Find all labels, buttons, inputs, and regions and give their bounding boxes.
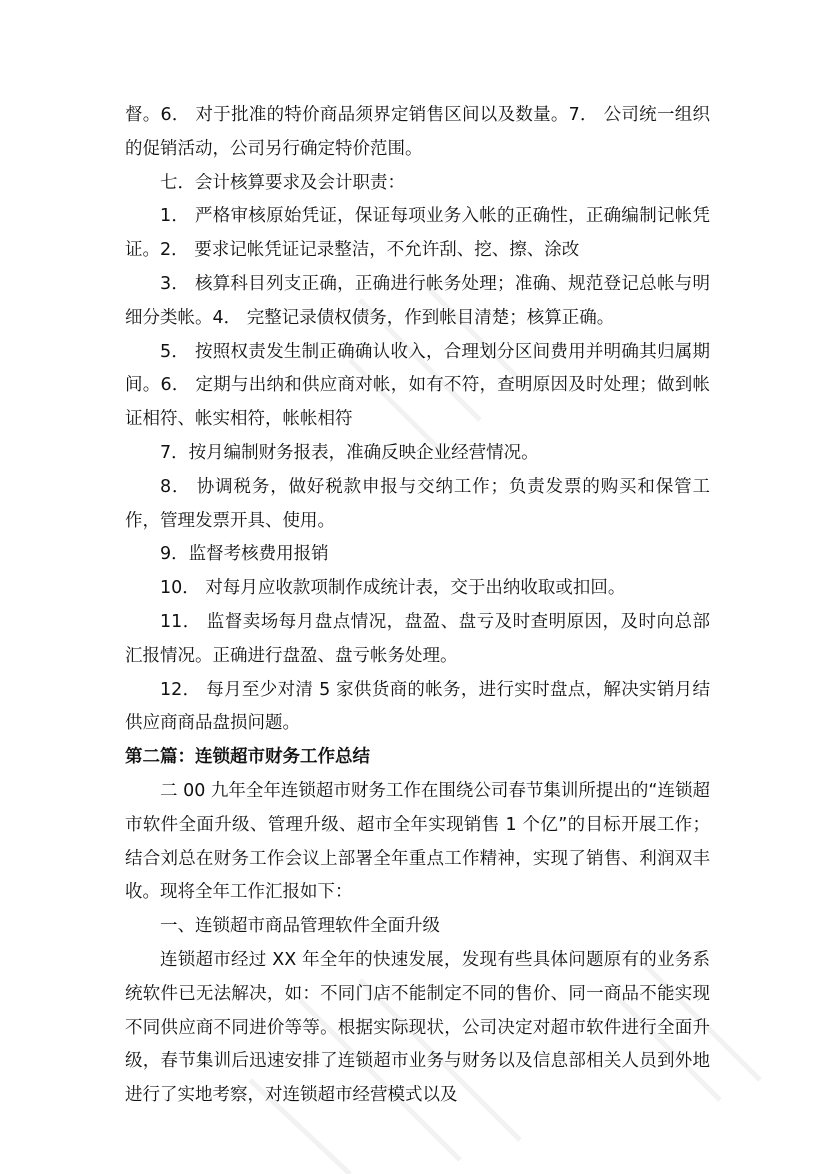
paragraph: 一、连锁超市商品管理软件全面升级 (160, 916, 440, 937)
paragraph: 七．会计核算要求及会计职责： (160, 172, 405, 193)
paragraph: 7．按月编制财务报表，准确反映企业经营情况。 (160, 442, 539, 463)
paragraph: 3． 核算科目列支正确，正确进行帐务处理；准确、规范登记总帐与明细分类帐。4． 完整记录债权债务，作到帐目清楚；核算正确。 (125, 273, 710, 328)
section-heading: 第二篇：连锁超市财务工作总结 (125, 747, 370, 768)
paragraph: 连锁超市经过 XX 年全年的快速发展，发现有些具体问题原有的业务系统软件已无法解决，如：不同门店不能制定不同的售价、同一商品不能实现不同供应商不同进价等等。根据实际现状，公司决定对超市软件进行全面升级，春节集训后迅速安排了连锁超市业务与财务以及信息部相关人员到外地进行了实地考察，对连锁超市经营模式以及 (125, 949, 710, 1106)
paragraph: 1． 严格审核原始凭证，保证每项业务入帐的正确性，正确编制记帐凭证。2． 要求记帐凭证记录整洁，不允许刮、挖、擦、涂改 (125, 206, 710, 261)
paragraph: 9．监督考核费用报销 (160, 544, 329, 565)
document-body (125, 99, 710, 1113)
paragraph: 12． 每月至少对清 5 家供货商的帐务，进行实时盘点，解决实销月结供应商商品盘损问题。 (125, 679, 710, 734)
paragraph: 5． 按照权责发生制正确确认收入，合理划分区间费用并明确其归属期间。6． 定期与出纳和供应商对帐，如有不符，查明原因及时处理；做到帐证相符、帐实相符，帐帐相符 (125, 341, 710, 430)
paragraph: 督。6． 对于批准的特价商品须界定销售区间以及数量。7． 公司统一组织的促销活动，公司另行确定特价范围。 (125, 105, 710, 159)
paragraph: 二 00 九年全年连锁超市财务工作在围绕公司春节集训所提出的“连锁超市软件全面升级、管理升级、超市全年实现销售 1 个亿”的目标开展工作；结合刘总在财务工作会议上部署全年重点工作精神，实现了销售、利润双丰收。现将全年工作汇报如下： (125, 780, 710, 903)
paragraph: 8． 协调税务，做好税款申报与交纳工作；负责发票的购买和保管工作，管理发票开具、使用。 (125, 476, 710, 531)
paragraph: 10． 对每月应收款项制作成统计表，交于出纳收取或扣回。 (160, 578, 626, 599)
paragraph: 11． 监督卖场每月盘点情况，盘盈、盘亏及时查明原因，及时向总部汇报情况。正确进行盘盈、盘亏帐务处理。 (125, 611, 710, 666)
